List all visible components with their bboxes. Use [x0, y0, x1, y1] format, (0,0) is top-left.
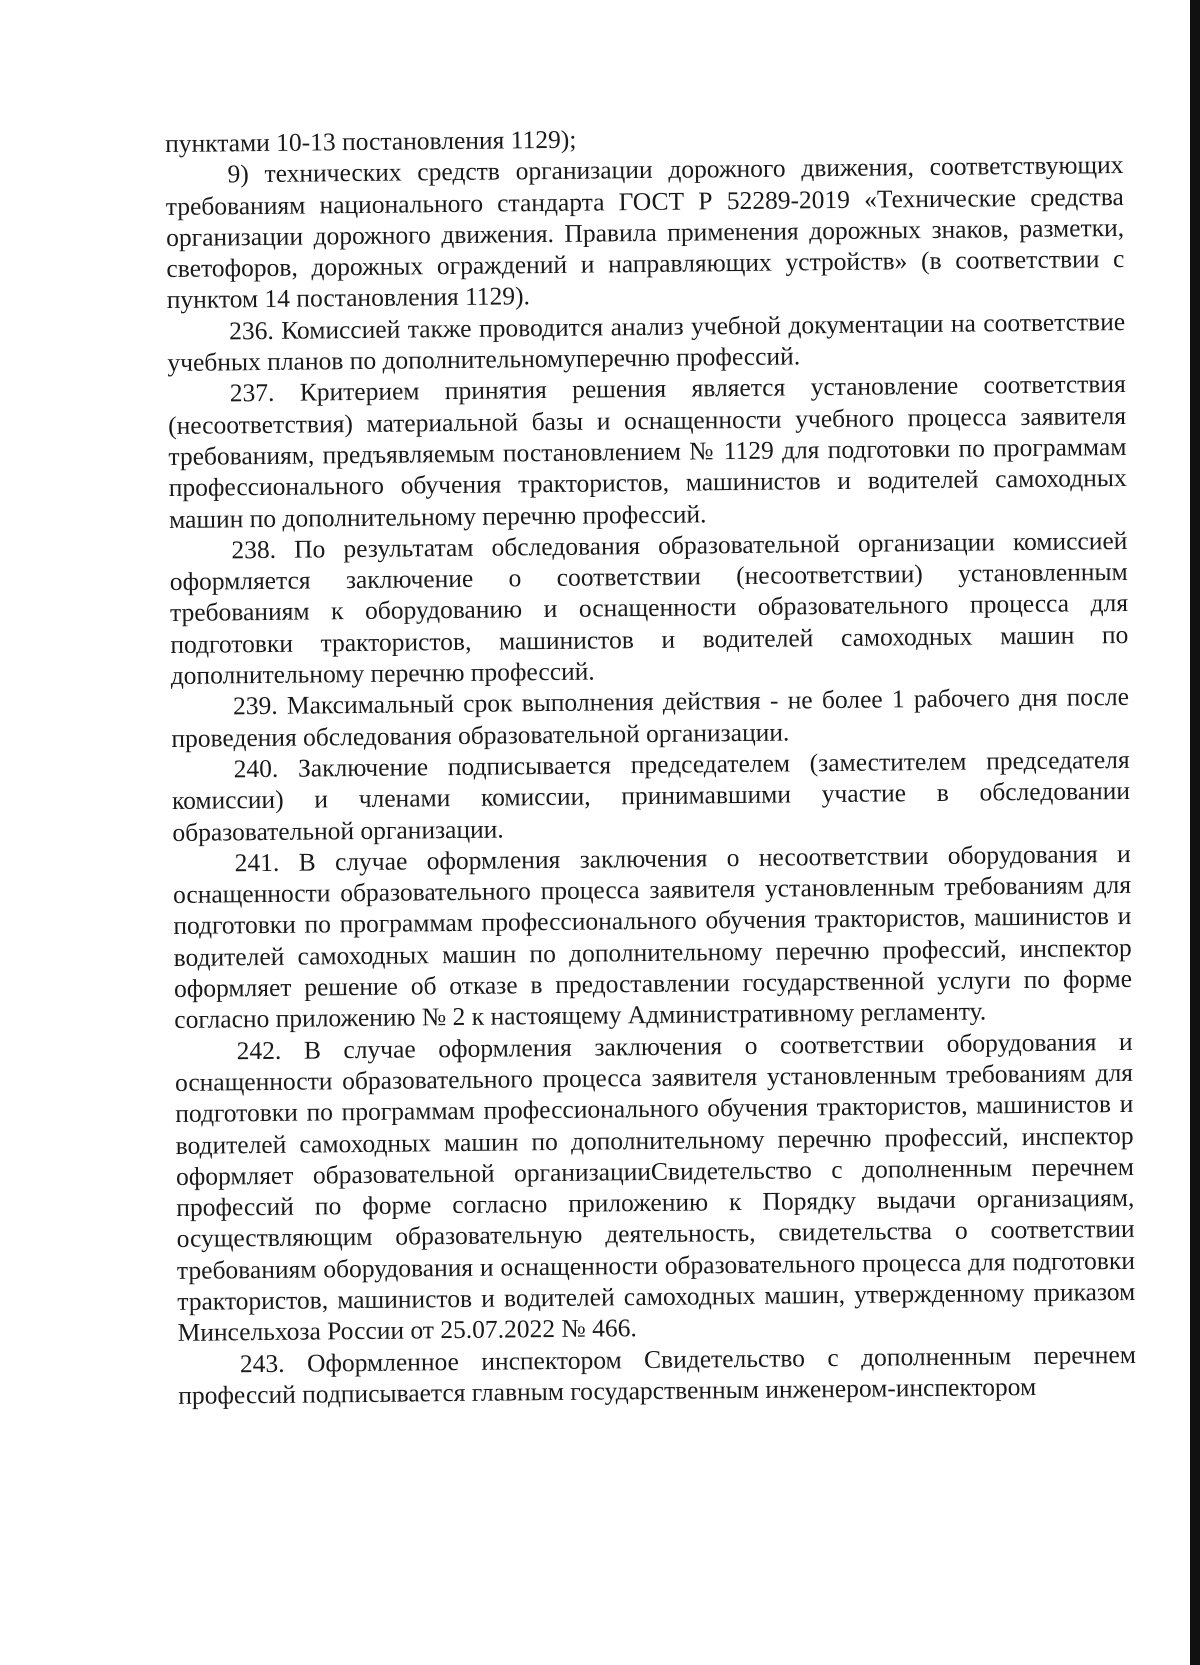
paragraph-241: 241. В случае оформления заключения о несоответствии оборудования и оснащенности образовательного процесса заявителя установленным требованиям для подготовки по программам профессионального обучения трактористов, машинистов и водителей самоходных машин по дополнительному перечню профессий, инспектор оформляет решение об отказе в предоставлении государственной услуги по форме согласно приложению № 2 к настоящему Административному регламенту.	[172, 838, 1133, 1035]
paragraph-238: 238. По результатам обследования образовательной организации комиссией оформляется заключение о соответствии (несоответствии) установленным требованиям к оборудованию и оснащенности образовательного процесса для подготовки трактористов, машинистов и водителей самоходных машин по дополнительному перечню профессий.	[169, 525, 1129, 691]
paragraph-236: 236. Комиссией также проводится анализ учебной документации на соответствие учебных планов по дополнительномуперечню профессий.	[167, 306, 1126, 378]
paragraph-continuation: пунктами 10-13 постановления 1129);	[165, 124, 577, 158]
paragraph-242: 242. В случае оформления заключения о соответствии оборудования и оснащенности образовательного процесса заявителя установленным требованиям для подготовки по программам профессионального обучения трактористов, машинистов и водителей самоходных машин по дополнительному перечню профессий, инспектор оформляет образовательной организацииСвидетельство с дополненным перечнем профессий по форме согласно приложению к Порядку выдачи организациям, осуществляющим образовательную деятельность, свидетельства о соответствии требованиям оборудования и оснащенности образовательного процесса для подготовки трактористов, машинистов и водителей самоходных машин, утвержденному приказом Минсельхоза России от 25.07.2022 № 466.	[174, 1026, 1136, 1348]
paragraph-237: 237. Критерием принятия решения является установление соответствия (несоответствия) материальной базы и оснащенности учебного процесса заявителя требованиям, предъявляемым постановлением № 1129 для подготовки по программам профессионального обучения трактористов, машинистов и водителей самоходных машин по дополнительному перечню профессий.	[167, 369, 1127, 534]
paragraph-item-9: 9) технических средств организации дорожного движения, соответствующих требованиям национального стандарта ГОСТ Р 52289-2019 «Технические средства организации дорожного движения. Правила применения дорожных знаков, разметки, светофоров, дорожных ограждений и направляющих устройств» (в соответствии с пунктом 14 постановления 1129).	[165, 150, 1125, 315]
paragraph-239: 239. Максимальный срок выполнения действия - не более 1 рабочего дня после проведения обследования образовательной организации.	[171, 682, 1130, 753]
scan-border	[1190, 0, 1200, 1665]
paragraph-240: 240. Заключение подписывается председателем (заместителем председателя комиссии) и членами комиссии, принимавшими участие в обследовании образовательной организации.	[171, 744, 1131, 847]
document-body	[165, 118, 1136, 1411]
paragraph-243: 243. Оформленное инспектором Свидетельство с дополненным перечнем профессий подписывается главным государственным инженером-инспектором	[178, 1339, 1137, 1410]
